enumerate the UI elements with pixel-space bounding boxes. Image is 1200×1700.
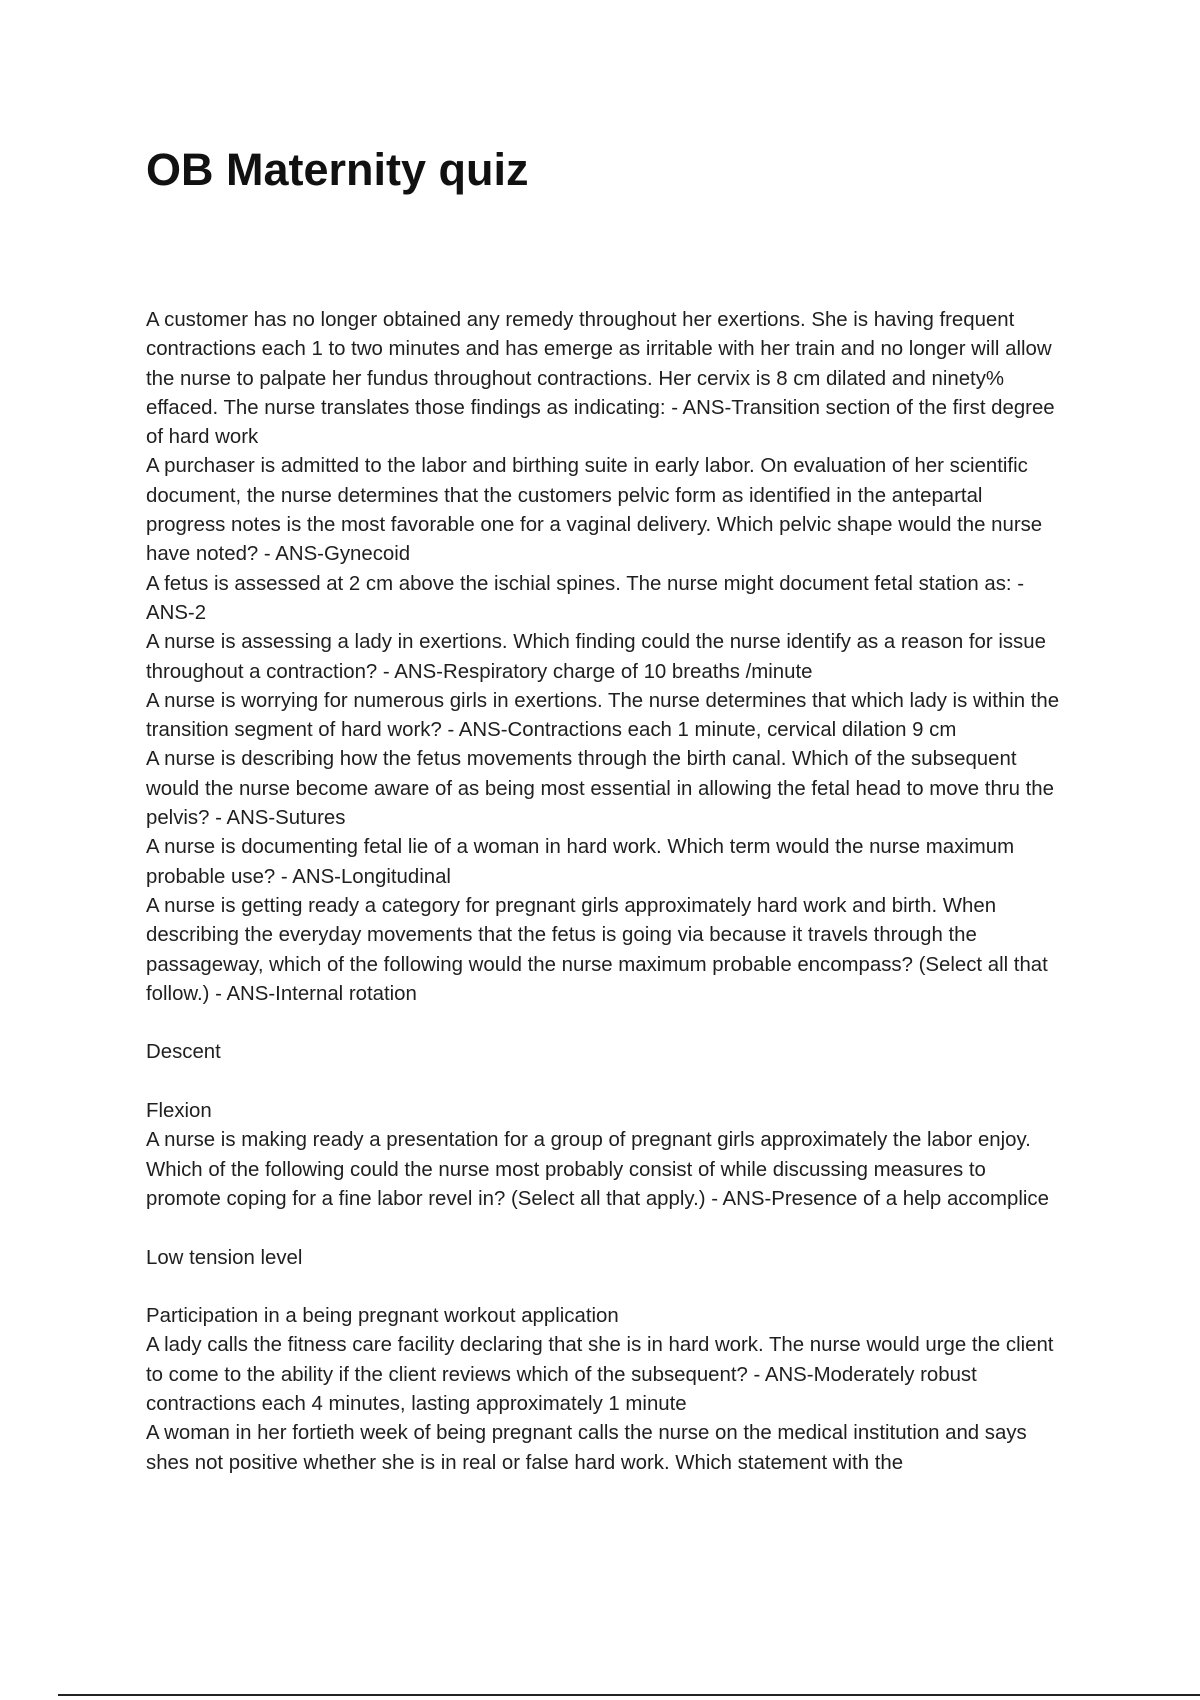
answer-option: Descent [146,1041,221,1064]
paragraph: A customer has no longer obtained any remedy throughout her exertions. She is having frequent contractions each 1 to two minutes and has emerge as irritable with her train and no longer will allow the nurse to palpate her fundus throughout contractions. Her cervix is 8 cm dilated and ninety% effaced. The nurse translates those findings as indicating: - ANS-Transition section of the first degree of hard work [146,309,1055,449]
paragraph: A woman in her fortieth week of being pregnant calls the nurse on the medical institution and says shes not positive whether she is in real or false hard work. Which statement with the [146,1422,1027,1474]
footer-divider [58,1694,1200,1696]
paragraph: A nurse is assessing a lady in exertions. Which finding could the nurse identify as a reason for issue throughout a contraction? - ANS-Respiratory charge of 10 breaths /minute [146,631,1046,683]
paragraph: A nurse is documenting fetal lie of a woman in hard work. Which term would the nurse maximum probable use? - ANS-Longitudinal [146,836,1015,888]
paragraph: A nurse is making ready a presentation for a group of pregnant girls approximately the labor enjoy. Which of the following could the nurse most probably consist of while discussing measures to promote coping for a fine labor revel in? (Select all that apply.) - ANS-Presence of a help accomplice [146,1129,1049,1210]
paragraph: A nurse is describing how the fetus movements through the birth canal. Which of the subsequent would the nurse become aware of as being most essential in allowing the fetal head to move thru the pelvis? - ANS-Sutures [146,748,1054,830]
answer-option: Participation in a being pregnant workout application [146,1305,619,1328]
document-body [146,306,1066,1478]
answer-option: Low tension level [146,1246,303,1269]
page-title: OB Maternity quiz [146,144,529,195]
paragraph: A nurse is getting ready a category for pregnant girls approximately hard work and birth. When describing the everyday movements that the fetus is going via because it travels through the passageway, which of the following would the nurse maximum probable encompass? (Select all that follow.) - ANS-Internal rotation [146,894,1048,1005]
paragraph: A lady calls the fitness care facility declaring that she is in hard work. The nurse would urge the client to come to the ability if the client reviews which of the subsequent? - ANS-Moderately robust contractions each 4 minutes, lasting approximately 1 minute [146,1334,1054,1415]
paragraph: A purchaser is admitted to the labor and birthing suite in early labor. On evaluation of her scientific document, the nurse determines that the customers pelvic form as identified in the antepartal progress notes is the most favorable one for a vaginal delivery. Which pelvic shape would the nurse have noted? - ANS-Gynecoid [146,455,1043,566]
answer-option: Flexion [146,1100,212,1123]
paragraph: A fetus is assessed at 2 cm above the ischial spines. The nurse might document fetal station as: - ANS-2 [146,572,1025,624]
paragraph: A nurse is worrying for numerous girls in exertions. The nurse determines that which lady is within the transition segment of hard work? - ANS-Contractions each 1 minute, cervical dilation 9 cm [146,689,1060,742]
